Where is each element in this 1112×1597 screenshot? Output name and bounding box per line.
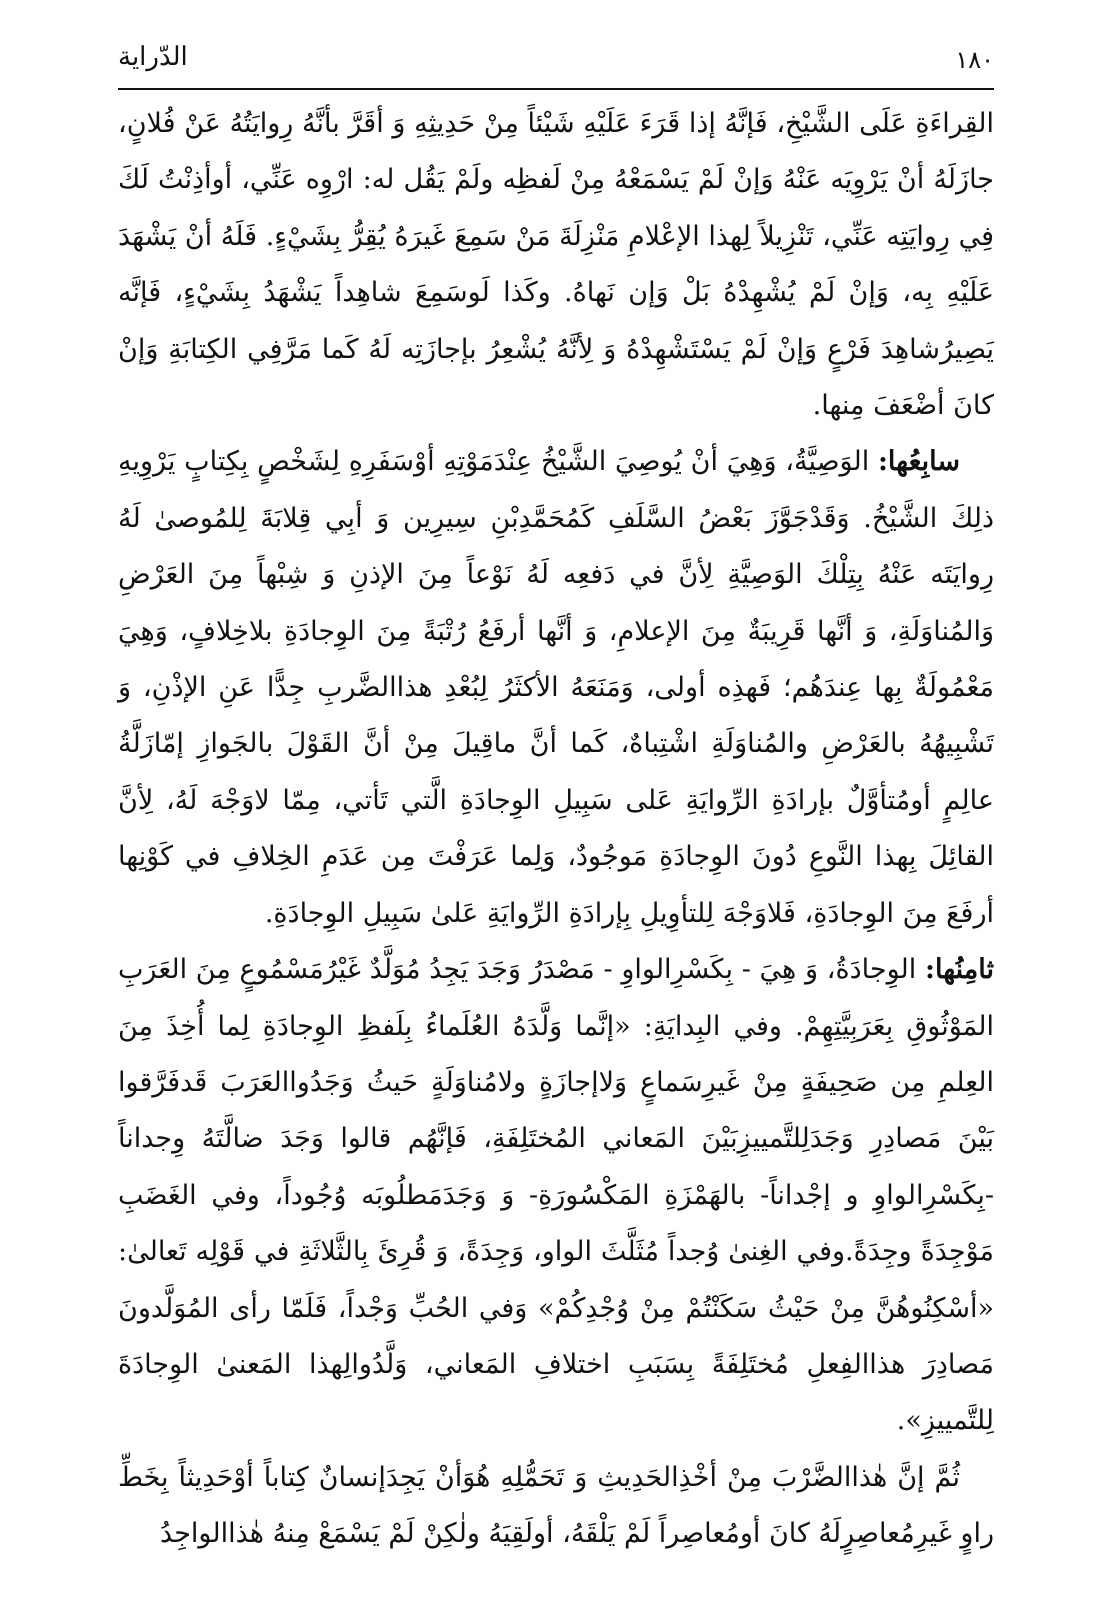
paragraph-continuation [118, 96, 994, 434]
page-header [118, 40, 994, 88]
paragraph-final [118, 1450, 994, 1563]
paragraph-text: ثُمَّ إنَّ هٰذاالضَّرْبَ مِنْ أخْذِالحَدِيثِ وَ تَحَمُّلِهِ هُوَأنْ يَجِدَإنسانٌ كِتاباً أوْحَدِيثاً بِخَطِّ راوٍ غَيرِمُعاصِرٍلَهُ كانَ أومُعاصِراً لَمْ يَلْقَهُ، أولَقِيَهُ ولٰكِنْ لَمْ يَسْمَعْ مِنهُ هٰذاالواجِدُ [118, 1461, 994, 1550]
paragraph-seventh [118, 434, 994, 942]
paragraph-text: القِراءَةِ عَلَى الشَّيْخِ، فَإنَّهُ إذا قَرَءَ عَلَيْهِ شَيْئاً مِنْ حَدِيثِهِ وَ أقَرَّ بأنَّهُ رِوايَتُهُ عَنْ فُلانٍ، جازَلَهُ أنْ يَرْوِيَه عَنْهُ وَإنْ لَمْ يَسْمَعْهُ مِنْ لَفظِه ولَمْ يَقُل له: ارْوِه عَنِّي، أوأذِنْتُ لَكَ فِي رِوايَتِه عَنِّي، تَنْزِيلاً لِهذا الإعْلامِ مَنْزِلَةَ مَنْ سَمِعَ غَيرَهُ يُقِرُّ بِشَيْءٍ. فَلَهُ أنْ يَشْهَدَ عَلَيْهِ بِه، وَإنْ لَمْ يُشْهِدْهُ بَلْ وَإن نَهاهُ. وكَذا لَوسَمِعَ شاهِداً يَشْهَدُ بِشَيْءٍ، فَإنَّه يَصِيرُشاهِدَ فَرْعٍ وَإنْ لَمْ يَسْتَشْهِدْهُ وَ لِأنَّهُ يُشْعِرُ بإجازَتِه لَهُ كَما مَرَّفِي الكِتابَةِ وَإنْ كانَ أضْعَفَ مِنها. [118, 108, 994, 422]
page-body [118, 96, 994, 1563]
paragraph-text: الوَصِيَّةُ، وَهِيَ أنْ يُوصِيَ الشَّيْخُ عِنْدَمَوْتِهِ أوْسَفَرِهِ لِشَخْصٍ بِكِتابٍ يَرْوِيهِ ذلِكَ الشَّيْخُ. وَقَدْجَوَّزَ بَعْضُ السَّلَفِ كَمُحَمَّدِبْنِ سِيرِين وَ أبِي قِلابَةَ لِلمُوصىٰ لَهُ رِوايَتَه عَنْهُ بِتِلْكَ الوَصِيَّةِ لِأنَّ في دَفعِه لَهُ نَوْعاً مِنَ الإذنِ وَ شِبْهاً مِنَ العَرْضِ وَالمُناوَلَةِ، وَ أنَّها قَرِيبَةٌ مِنَ الإعلامِ، وَ أنَّها أرفَعُ رُتْبَةً مِنَ الوِجادَةِ بلاخِلافٍ، وَهِيَ مَعْمُولَةٌ بِها عِندَهُم؛ فَهذِه أولى، وَمَنَعَهُ الأكثَرُ لِبُعْدِ هذاالضَّربِ جِدًّا عَنِ الإذْنِ، وَ تَشْبِيهُهُ بالعَرْضِ والمُناوَلَةِ اشْتِباهٌ، كَما أنَّ ماقِيلَ مِنْ أنَّ القَوْلَ بالجَوازِ إمّازَلَّةُ عالِمٍ أومُتأوَّلٌ بإرادَةِ الرِّوايَةِ عَلى سَبِيلِ الوِجادَةِ الَّتي تَأتي، مِمّا لاوَجْهَ لَهُ، لِأنَّ القائِلَ بِهذا النَّوعِ دُونَ الوِجادَةِ مَوجُودٌ، وَلِما عَرَفْتَ مِن عَدَمِ الخِلافِ في كَوْنِها أرفَعَ مِنَ الوِجادَةِ، فَلاوَجْهَ لِلتأوِيلِ بِإرادَةِ الرِّوايَةِ عَلىٰ سَبِيلِ الوِجادَةِ. [118, 446, 994, 929]
page-number: ١٨٠ [955, 46, 994, 74]
section-heading-eighth: ثامِنُها: [925, 954, 994, 986]
paragraph-eighth [118, 942, 994, 1450]
header-rule [118, 88, 994, 90]
section-heading-seventh: سابِعُها: [877, 446, 960, 478]
running-title: الدّراية [118, 42, 188, 72]
paragraph-text: الوِجادَةُ، وَ هِيَ - بِكَسْرِالواوِ - مَصْدَرُ وَجَدَ يَجِدُ مُوَلَّدٌ غَيْرُمَسْمُوعٍ مِنَ العَرَبِ المَوْثُوقِ بِعَرَبِيَّتِهِمْ. وفي البِدايَةِ: «إنَّما وَلَّدَهُ العُلَماءُ بِلَفظِ الوِجادَةِ لِما أُخِذَ مِنَ العِلمِ مِن صَحِيفَةٍ مِنْ غَيرِسَماعٍ وَلاإجازَةٍ ولامُناوَلَةٍ حَيثُ وَجَدُواالعَرَبَ قَدفَرَّقوا بَيْنَ مَصادِرِ وَجَدَلِلتَّمييزِبَيْنَ المَعاني المُختَلِفَةِ، فَإنَّهُم قالوا وَجَدَ ضالَّتَهُ وِجداناً -بِكَسْرِالواوِ و إجْداناً- بالهَمْزَةِ المَكْسُورَةِ- وَ وَجَدَمَطلُوبَه وُجُوداً، وفي الغَضَبِ مَوْجِدَةً وجِدَةً.وفي الغِنىٰ وُجداً مُثَلَّثَ الواو، وَجِدَةً، وَ قُرِئَ بِالثَّلاثَةِ في قَوْلِه تَعالىٰ: «أسْكِنُوهُنَّ مِنْ حَيْثُ سَكَنْتُمْ مِنْ وُجْدِكُمْ» وَفي الحُبِّ وَجْداً، فَلَمّا رأى المُوَلَّدونَ مَصادِرَ هذاالفِعلِ مُختَلِفَةً بِسَبَبِ اختلافِ المَعاني، وَلَّدُوالِهذا المَعنىٰ الوِجادَةَ لِلتَّمييزِ». [118, 954, 994, 1437]
